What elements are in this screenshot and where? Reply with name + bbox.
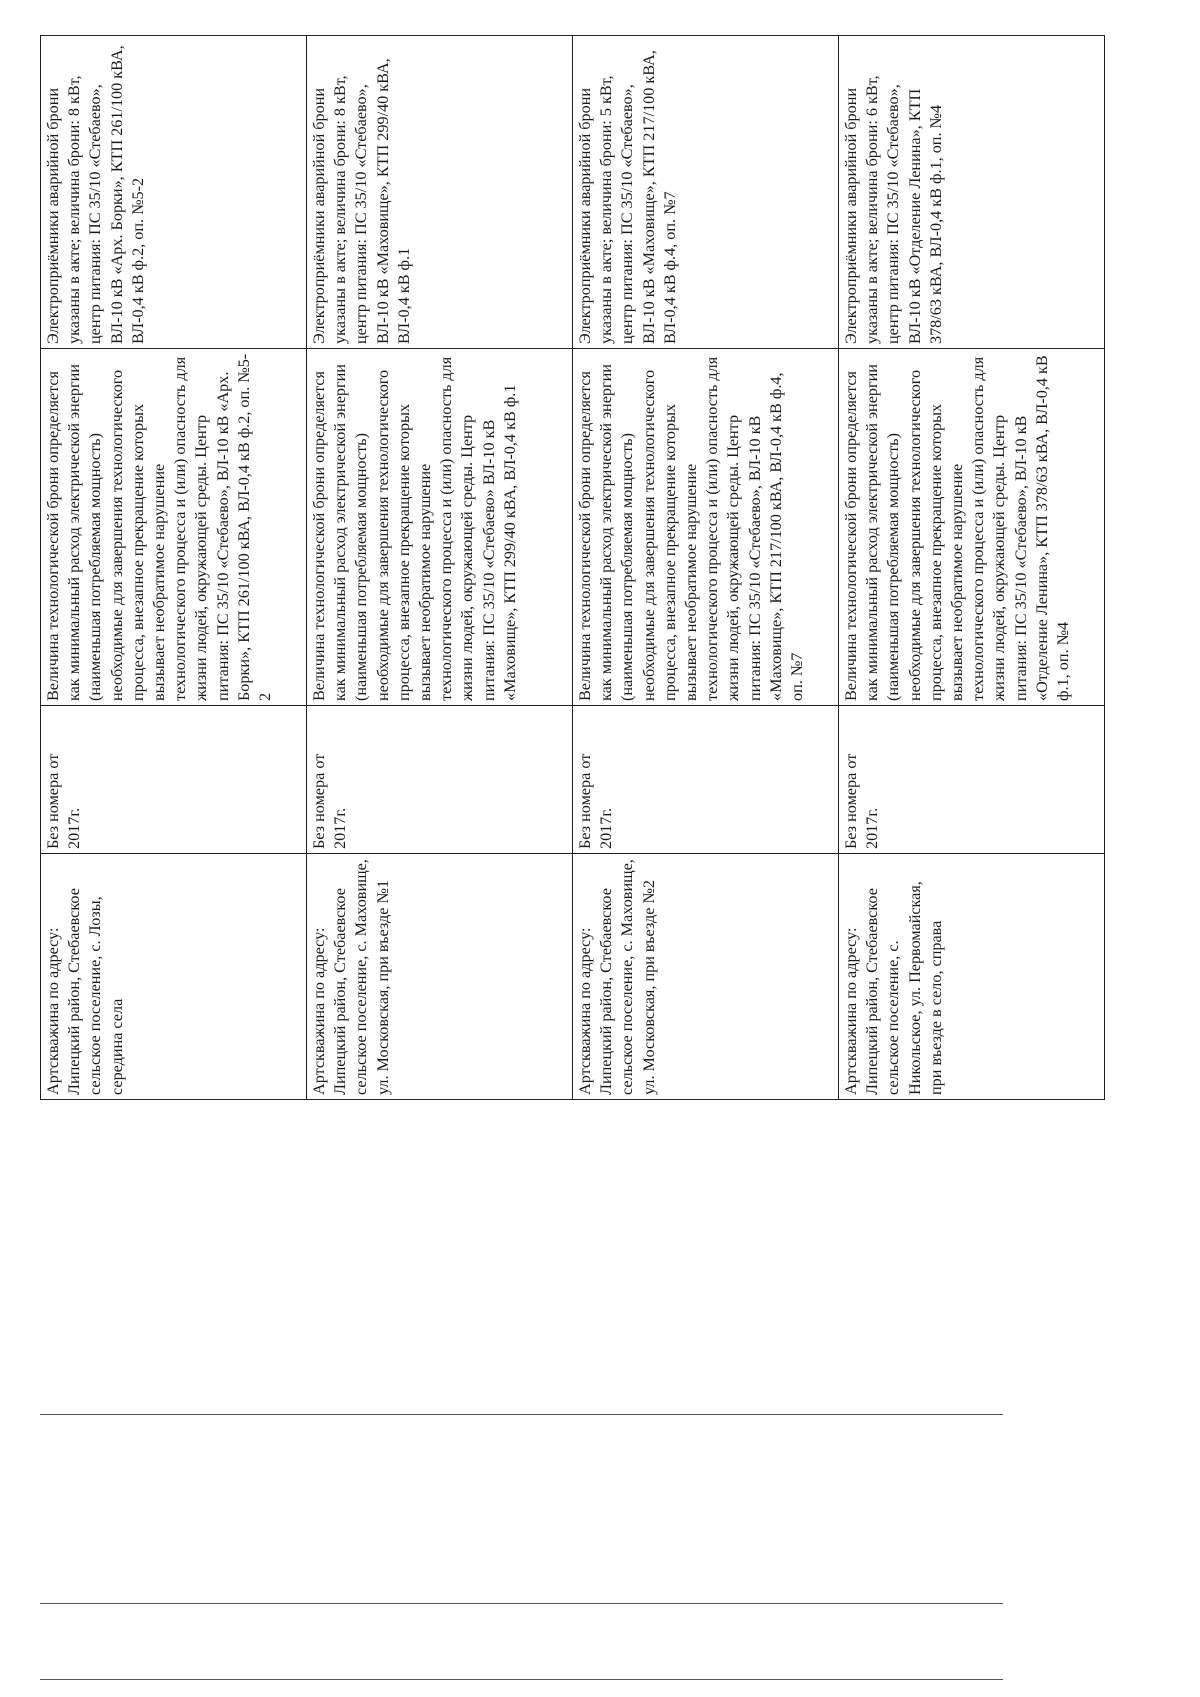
emergency-reserve-table bbox=[40, 35, 1105, 1100]
description-cell: Величина технологической брони определяется как минимальный расход электрической энергии (наименьшая потребляемая мощность) необходимые для завершения технологического процесса, внезапное прекращение которых вызывает необратимое нарушение технологического процесса и (или) опасность для жизни людей, окружающей среды. Центр питания: ПС 35/10 «Стебаево», ВЛ-10 кВ «Отделение Ленина», КТП 378/63 кВА, ВЛ-0,4 кВ ф.1, оп. №4 bbox=[839, 349, 1105, 706]
document-cell: Без номера от 2017г. bbox=[41, 706, 307, 854]
divider-line bbox=[40, 1679, 1003, 1680]
document-cell: Без номера от 2017г. bbox=[307, 706, 573, 854]
description-cell: Величина технологической брони определяется как минимальный расход электрической энергии (наименьшая потребляемая мощность) необходимые для завершения технологического процесса, внезапное прекращение которых вызывает необратимое нарушение технологического процесса и (или) опасность для жизни людей, окружающей среды. Центр питания: ПС 35/10 «Стебаево», ВЛ-10 кВ «Арх. Борки», КТП 261/100 кВА, ВЛ-0,4 кВ ф.2, оп. №5-2 bbox=[41, 349, 307, 706]
receivers-cell: Электроприёмники аварийной брони указаны в акте; величина брони: 6 кВт, центр питания: ПС 35/10 «Стебаево», ВЛ-10 кВ «Отделение Ленина», КТП 378/63 кВА, ВЛ-0,4 кВ ф.1, оп. №4 bbox=[839, 36, 1105, 349]
description-cell: Величина технологической брони определяется как минимальный расход электрической энергии (наименьшая потребляемая мощность) необходимые для завершения технологического процесса, внезапное прекращение которых вызывает необратимое нарушение технологического процесса и (или) опасность для жизни людей, окружающей среды. Центр питания: ПС 35/10 «Стебаево», ВЛ-10 кВ «Маховище», КТП 217/100 кВА, ВЛ-0,4 кВ ф.4, оп. №7 bbox=[573, 349, 839, 706]
address-cell: Артскважина по адресу: Липецкий район, Стебаевское сельское поселение, с. Маховище, ул. Московская, при въезде №2 bbox=[573, 854, 839, 1100]
description-cell: Величина технологической брони определяется как минимальный расход электрической энергии (наименьшая потребляемая мощность) необходимые для завершения технологического процесса, внезапное прекращение которых вызывает необратимое нарушение технологического процесса и (или) опасность для жизни людей, окружающей среды. Центр питания: ПС 35/10 «Стебаево» ВЛ-10 кВ «Маховище», КТП 299/40 кВА, ВЛ-0,4 кВ ф.1 bbox=[307, 349, 573, 706]
table-row bbox=[41, 36, 307, 1100]
address-cell: Артскважина по адресу: Липецкий район, Стебаевское сельское поселение, с. Никольское, ул. Первомайская, при въезде в село, справа bbox=[839, 854, 1105, 1100]
divider-line bbox=[40, 1414, 1003, 1415]
receivers-cell: Электроприёмники аварийной брони указаны в акте; величина брони: 8 кВт, центр питания: ПС 35/10 «Стебаево», ВЛ-10 кВ «Арх. Борки», КТП 261/100 кВА, ВЛ-0,4 кВ ф.2, оп. №5-2 bbox=[41, 36, 307, 349]
address-cell: Артскважина по адресу: Липецкий район, Стебаевское сельское поселение, с. Маховище, ул. Московская, при въезде №1 bbox=[307, 854, 573, 1100]
table-row bbox=[839, 36, 1105, 1100]
receivers-cell: Электроприёмники аварийной брони указаны в акте; величина брони: 8 кВт, центр питания: ПС 35/10 «Стебаево», ВЛ-10 кВ «Маховище», КТП 299/40 кВА, ВЛ-0,4 кВ ф.1 bbox=[307, 36, 573, 349]
rotated-table-region bbox=[40, 36, 1105, 1100]
table-row bbox=[307, 36, 573, 1100]
table-row bbox=[573, 36, 839, 1100]
receivers-cell: Электроприёмники аварийной брони указаны в акте; величина брони: 5 кВт, центр питания: ПС 35/10 «Стебаево», ВЛ-10 кВ «Маховище», КТП 217/100 кВА, ВЛ-0,4 кВ ф.4, оп. №7 bbox=[573, 36, 839, 349]
document-cell: Без номера от 2017г. bbox=[839, 706, 1105, 854]
document-cell: Без номера от 2017г. bbox=[573, 706, 839, 854]
divider-line bbox=[40, 1603, 1003, 1604]
address-cell: Артскважина по адресу: Липецкий район, Стебаевское сельское поселение, с. Лозы, середина села bbox=[41, 854, 307, 1100]
